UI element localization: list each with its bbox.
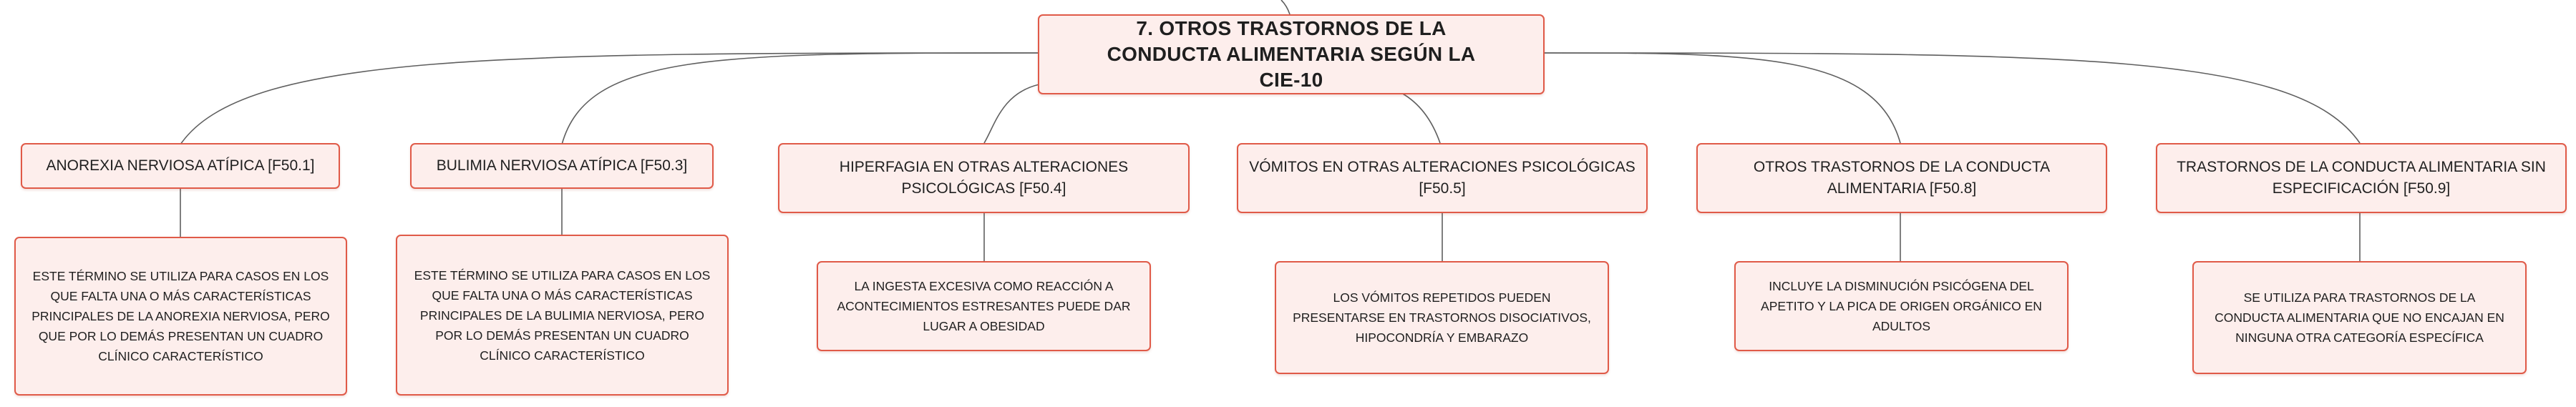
description-vomitos[interactable] [1275, 261, 1609, 374]
description-text: ESTE TÉRMINO SE UTILIZA PARA CASOS EN LOS QUE FALTA UNA O MÁS CARACTERÍSTICAS PRINCIPALES DE LA BULIMIA NERVIOSA, PERO POR LO DEMÁS PRESENTAN UN CUADRO CLÍNICO CARACTERÍSTICO [414, 268, 711, 363]
category-label: HIPERFAGIA EN OTRAS ALTERACIONES PSICOLÓGICAS [F50.4] [839, 159, 1129, 197]
category-bulimia-nerviosa-atipica[interactable] [410, 143, 714, 189]
description-text: ESTE TÉRMINO SE UTILIZA PARA CASOS EN LOS QUE FALTA UNA O MÁS CARACTERÍSTICAS PRINCIPALES DE LA ANOREXIA NERVIOSA, PERO QUE POR LO DEMÁS PRESENTAN UN CUADRO CLÍNICO CARACTERÍSTICO [31, 269, 330, 363]
category-vomitos[interactable] [1237, 143, 1648, 213]
category-anorexia-nerviosa-atipica[interactable] [21, 143, 340, 189]
description-anorexia-nerviosa-atipica[interactable] [14, 237, 347, 396]
connector-root-to-anorexia [180, 53, 1039, 144]
category-label: VÓMITOS EN OTRAS ALTERACIONES PSICOLÓGICAS [F50.5] [1249, 159, 1635, 197]
connector-root-to-vomitos [1401, 93, 1440, 143]
description-hiperfagia[interactable] [817, 261, 1151, 351]
connector-parent-stub [1281, 0, 1290, 14]
connector-root-to-sin-especificacion [1543, 53, 2360, 143]
description-sin-especificacion[interactable] [2192, 261, 2527, 374]
description-bulimia-nerviosa-atipica[interactable] [396, 235, 729, 396]
connector-root-to-otros [1543, 53, 1900, 143]
category-hiperfagia[interactable] [778, 143, 1190, 213]
description-otros-trastornos[interactable] [1734, 261, 2069, 351]
root-node[interactable] [1038, 14, 1545, 94]
connector-root-to-bulimia [562, 53, 1039, 144]
category-otros-trastornos[interactable] [1696, 143, 2107, 213]
description-text: LOS VÓMITOS REPETIDOS PUEDEN PRESENTARSE EN TRASTORNOS DISOCIATIVOS, HIPOCONDRÍA Y EMBARAZO [1293, 290, 1591, 345]
connector-root-to-hiperfagia [984, 84, 1039, 143]
category-label: TRASTORNOS DE LA CONDUCTA ALIMENTARIA SIN ESPECIFICACIÓN [F50.9] [2177, 159, 2546, 197]
description-text: INCLUYE LA DISMINUCIÓN PSICÓGENA DEL APETITO Y LA PICA DE ORIGEN ORGÁNICO EN ADULTOS [1761, 279, 2042, 333]
category-sin-especificacion[interactable] [2156, 143, 2567, 213]
root-title: 7. OTROS TRASTORNOS DE LA CONDUCTA ALIMENTARIA SEGÚN LA CIE-10 [1107, 17, 1476, 91]
category-label: OTROS TRASTORNOS DE LA CONDUCTA ALIMENTARIA [F50.8] [1753, 159, 2051, 197]
category-label: BULIMIA NERVIOSA ATÍPICA [F50.3] [436, 157, 688, 174]
description-text: SE UTILIZA PARA TRASTORNOS DE LA CONDUCTA ALIMENTARIA QUE NO ENCAJAN EN NINGUNA OTRA CATEGORÍA ESPECÍFICA [2215, 290, 2504, 345]
category-label: ANOREXIA NERVIOSA ATÍPICA [F50.1] [46, 157, 315, 174]
description-text: LA INGESTA EXCESIVA COMO REACCIÓN A ACONTECIMIENTOS ESTRESANTES PUEDE DAR LUGAR A OBESIDAD [837, 279, 1131, 333]
